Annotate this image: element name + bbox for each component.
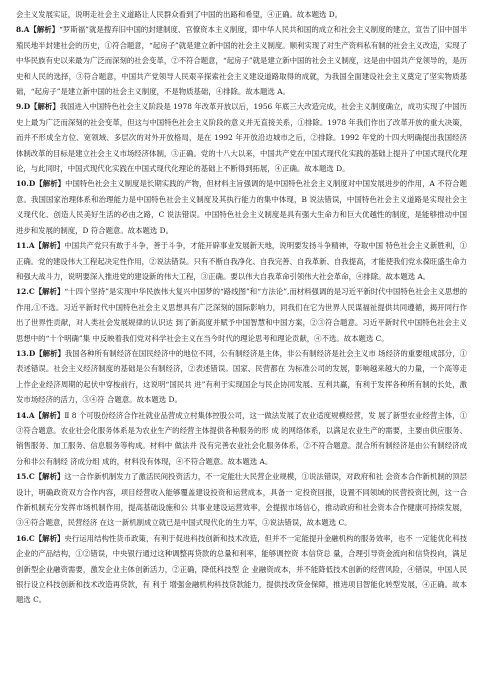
paragraph-lead: 16.C【解析】 [16,533,65,543]
paragraph-text: 会主义发展实证，说明走社会主义道路让人民群众看到了中国的出路和希望，④正确。故本题选 D。 [16,10,343,19]
paragraph-text: 中国特色社会主义制度是长期实践的产物，但材料主旨强调的是中国特色社会主义制度对中国发展进步的作用，A 不符合题意。我国国家治理体系和治理能力是中国特色社会主义制度及其执行能力的集中体现，B 说法错误，中国特色社会主义道路是实现社会主义现代化、创造人民美好生活的必由之路，C 说法错误。中国特色社会主义制度是具有强大生命力和巨大优越性的制度，是能够推动中国进步和发展的制度，D 符合题意。故本题选 D。 [16,179,467,235]
paragraph-13 [16,346,467,408]
paragraph-14 [16,408,467,470]
paragraph-15 [16,469,467,531]
paragraph-text: “罗斯福”就是搜弃旧中国的封建制度、官僚资本主义制度，即中华人民共和国的成立和社会主义制度的建立，宣告了旧中国半殖民地半封建社会的历史，①符合题意，“起房子”就是建立新中国的社会主义制度。顺利实现了对生产资料私有制的社会主义改造，实现了中华民族有史以来最为广泛而深刻的社会变革，②不符合题意，“起房子”就是建立新中国的社会主义制度，这是由中国共产党领导的，是历史和人民的选择，③符合题意，中国共产党领导人民艰辛探索社会主义建设道路取得的成就，为我国全面建设社会主义奠定了坚实物质基础，“起房子”是建立新中国的社会主义制度，不是物质基础，④排除。故本题选 A。 [16,25,468,97]
paragraph-lead: 12.C【解析】 [16,287,65,297]
paragraph-text: 我国各种所有制经济在国民经济中的地位不同，公有制经济是主体，非公有制经济是社会主义市 场经济的重要组成部分，①表述错误。社会主义经济制度的基础是公有制经济，②表述错误。国家、民营都在 为标准公司的发展，影响越来越大的力量，一个高等走上作企业经济周期的起伏中穿梭前行，这说明“国民共 进”有利于实现国企与民企协同发展、互利共赢，有利于发挥各种所有制的长处，激发市场经济的活力，③④符 合题意。故本题选 D。 [16,348,467,405]
paragraph-11 [16,238,467,284]
paragraph-text: Ⅱ 8 个可股份经济合作社就业品营成立村集体控股公司，这一做法发展了农业适度规模经营，发 展了新型农业经营主体，①③符合题意。农业社会化服务体系是为农业生产的经营主体提供各种服务的形 成 的网络体系，以满足农业生产的需要，主要由供应服务、销售服务、加工服务、信息服务等构成。材料中 做法并 没有完善农业社会化服务体系，②不符合题意。混合所有制经济是由公有制经济成分和非公有制经 济成分组 成的，材料没有体现，④不符合题意。故本题选 A。 [16,410,468,466]
paragraph-lead: 11.A【解析】 [16,241,65,251]
paragraph-lead: 13.D【解析】 [16,348,65,358]
paragraph-16 [16,531,467,608]
paragraph-8 [16,22,467,99]
paragraph-text: “十四个坚持”是实现中华民族伟大复兴中国梦的“路线图”和“方法论”,而材料强调的是习近平新时代中国特色社会主义思想的作用,①不选。习近平新时代中国特色社会主义思想具有广泛深刻的国际影响力，同我们在它为世界人民谋福祉提供共同遵循，揭开同行作出了世界性贡献，对人类社会发展规律的认识达 到了新高度并赋予中国智慧和中国方案，②③符合题意。习近平新时代中国特色社会主义思想中的“十个明确”集 中反映着我们党对科学社会主义在当今时代的理论思考和理论贡献，④不选。故本题选 C。 [16,287,467,343]
paragraph-10 [16,176,467,238]
paragraph-text: 这一合作新机制发力了激活民间投资活力，不一定能壮大民营企业规模，①说法错误，对政府和社 会资本合作新机制的顶层设计，明确政资双方合作内容，项目经营收入能够覆盖建设投资和运营成本，具备一 定投资回报，设置不同领域的民营投资比例，这一合作新机制充分发挥市场机制作用，提高基础设施和公 共事业建设运营效率，会提振市场信心，推动政府和社会资本合作健康可持续发展，③④符合题意，民营经济 在这一新机制成立就已是中国式现代化的生力军，③说法错误，故本题选 C。 [16,472,468,528]
paragraph-lead: 8.A【解析】 [16,25,60,35]
paragraph-lead: 14.A【解析】 [16,410,65,420]
paragraph-text: 我国进入中国特色社会主义阶段是 1978 年改革开放以后，1956 年底三大改造完成，社会主义制度确立，成功实现了中国历史上最为广泛而深刻的社会变革，但这与中国特色社会主义阶段的意义并无直接关系，①排除。1978 年我们作出了改革开放的重大决策，而并不形成全方位、宽领域、多层次的对外开放格局，是在 1992 年开放沿边城市之后，②排除。1992 年党的十四大明确提出我国经济体制改革的目标是建立社会主义市场经济体制，③正确。党的十八大以来，中国共产党在中国式现代化实践的基础上提升了中国式现代化理论，与此同时，中国式现代化实践在中国式现代化理论的基础上不断得到拓展，④正确。故本题选 D。 [16,102,468,174]
paragraph-7-continued [16,7,467,22]
paragraph-lead: 10.D【解析】 [16,179,66,189]
paragraph-12 [16,284,467,346]
paragraph-lead: 15.C【解析】 [16,472,65,482]
paragraph-text: 中国共产党只有敢于斗争，善于斗争，才能开辟事业发展新天地，说明要发扬斗争精神，夺取中国 特色社会主义新胜利，①正确。党的建设伟大工程起决定性作用，②说法错误。只有不断自我净化、自我完善、自我革新、自我提高，才能使我们党永葆旺盛生命力和强大战斗力，说明要深入推进党的建设新的伟大工程，③正确。要以伟大自我革命引领伟大社会革命，④排除。故本题选 A。 [16,241,468,281]
paragraph-text: 央行运用结构性货币政策，有利于促进科技创新和技术改造，但并不一定能提升金融机构的服务效率，也不 一定能优化科技企业的产品结构，①②错误，中央银行通过这种调整再贷款的总量和利率，能够调控资 本信贷总 量，合理引导资金流向和信贷投向，满足创新型企业融资需要，激发企业主体创新活力，②正确，降低科技型 企 业融资成本，并不能降低技术创新的经营风险，④错误，中国人民银行设立科技创新和技术改造再贷款，有 利于 增强金融机构科技贷款能力，提供技改贷金保障，推进项目智能化转型发展，④正确。故本题选 C。 [16,533,468,605]
paragraph-lead: 9.D【解析】 [16,102,60,112]
paragraph-9 [16,99,467,176]
